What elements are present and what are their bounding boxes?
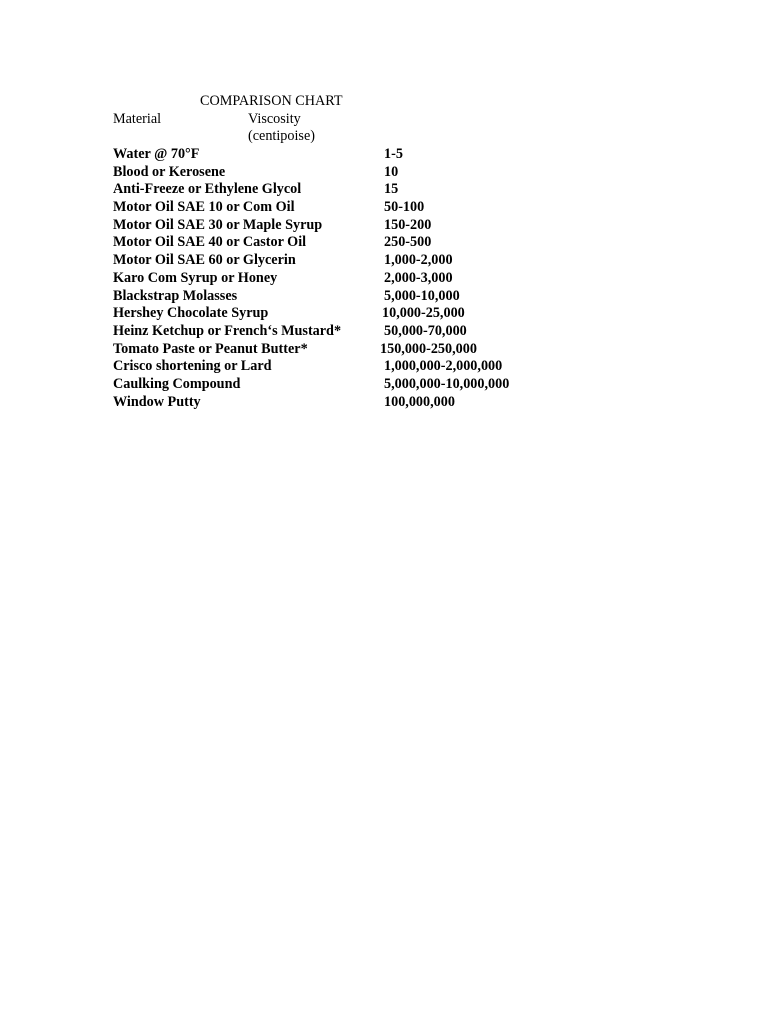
table-row: [113, 288, 573, 306]
column-header-viscosity: Viscosity: [248, 111, 301, 127]
column-header-unit: (centipoise): [248, 128, 315, 144]
table-row: [113, 305, 573, 323]
table-row: [113, 252, 573, 270]
viscosity-cell: 5,000,000-10,000,000: [384, 375, 510, 392]
viscosity-cell: 10,000-25,000: [382, 305, 465, 322]
material-cell: Caulking Compound: [113, 375, 241, 392]
viscosity-cell: 10: [384, 163, 399, 180]
material-cell: Heinz Ketchup or French‘s Mustard*: [113, 322, 342, 339]
table-row: [113, 341, 573, 359]
table-row: [113, 199, 573, 217]
table-row: [113, 358, 573, 376]
material-cell: Motor Oil SAE 40 or Castor Oil: [113, 234, 307, 251]
material-cell: Motor Oil SAE 30 or Maple Syrup: [113, 216, 323, 233]
material-cell: Anti-Freeze or Ethylene Glycol: [113, 181, 302, 198]
viscosity-cell: 100,000,000: [384, 393, 455, 410]
table-row: [113, 270, 573, 288]
material-cell: Crisco shortening or Lard: [113, 358, 272, 375]
material-cell: Window Putty: [113, 393, 201, 410]
table-row: [113, 376, 573, 394]
viscosity-cell: 1-5: [384, 146, 403, 162]
material-cell: Blood or Kerosene: [113, 163, 226, 180]
viscosity-cell: 1,000-2,000: [384, 252, 453, 269]
viscosity-cell: 5,000-10,000: [384, 287, 460, 304]
material-cell: Hershey Chocolate Syrup: [113, 305, 269, 322]
viscosity-cell: 150,000-250,000: [380, 340, 477, 357]
table-row: [113, 146, 573, 164]
viscosity-cell: 50-100: [384, 199, 425, 216]
viscosity-cell: 50,000-70,000: [384, 322, 467, 339]
viscosity-cell: 1,000,000-2,000,000: [384, 358, 503, 375]
material-cell: Motor Oil SAE 60 or Glycerin: [113, 252, 296, 269]
viscosity-cell: 2,000-3,000: [384, 269, 453, 286]
table-row: [113, 394, 573, 412]
viscosity-cell: 15: [384, 181, 399, 198]
viscosity-table: [113, 146, 573, 411]
table-row: [113, 323, 573, 341]
material-cell: Tomato Paste or Peanut Butter*: [113, 340, 308, 357]
table-row: [113, 234, 573, 252]
table-row: [113, 217, 573, 235]
viscosity-cell: 150-200: [384, 216, 432, 233]
material-cell: Water @ 70°F: [113, 146, 200, 162]
column-header-material: Material: [113, 111, 162, 127]
page-title: COMPARISON CHART: [200, 93, 343, 109]
material-cell: Karo Com Syrup or Honey: [113, 269, 278, 286]
table-row: [113, 181, 573, 199]
material-cell: Blackstrap Molasses: [113, 287, 238, 304]
table-row: [113, 164, 573, 182]
viscosity-cell: 250-500: [384, 234, 432, 251]
material-cell: Motor Oil SAE 10 or Com Oil: [113, 199, 295, 216]
